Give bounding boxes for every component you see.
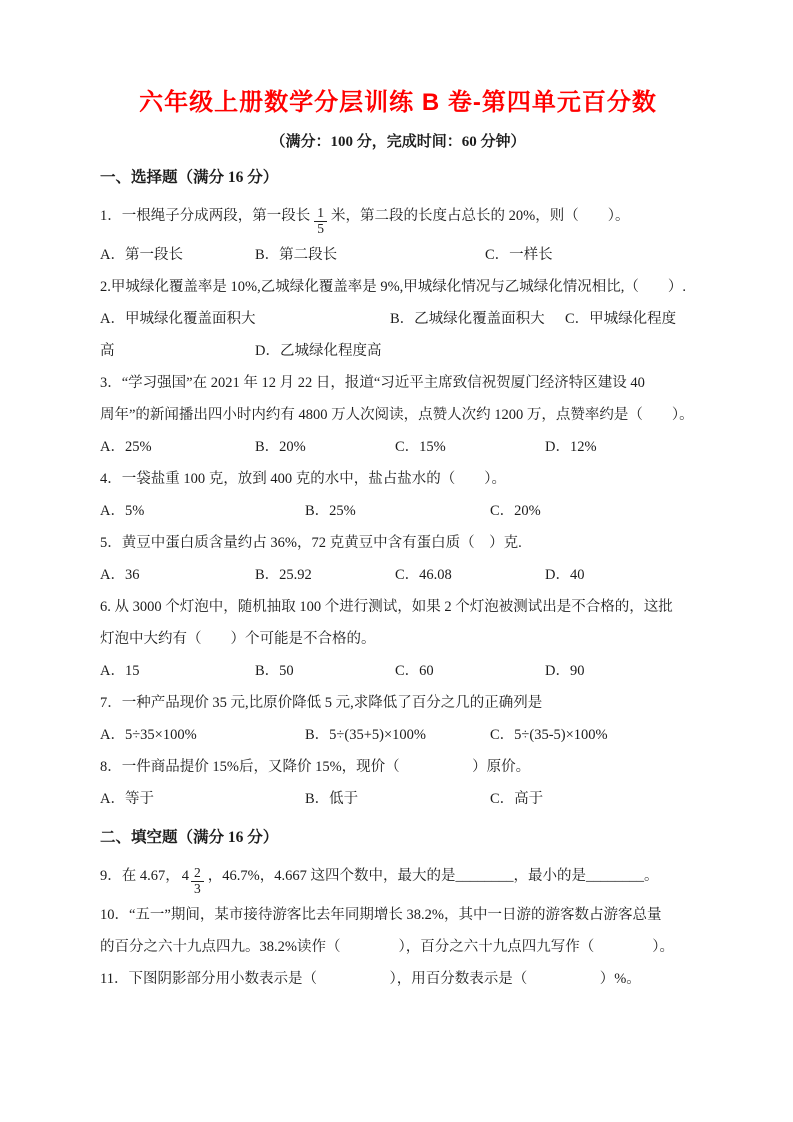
- question-10-line2: 的百分之六十九点四九。38.2%读作（ ），百分之六十九点四九写作（ ）。: [100, 939, 674, 955]
- q6-option-b: B．50: [255, 663, 294, 679]
- question-3-line1: 3．“学习强国”在 2021 年 12 月 22 日，报道“习近平主席致信祝贺厦门经济特区建设 40: [100, 375, 645, 391]
- question-9-text-post: ，46.7%，4.667 这四个数中，最大的是________，最小的是________。: [207, 868, 659, 884]
- question-4: 4．一袋盐重 100 克，放到 400 克的水中，盐占盐水的（ ）。: [100, 471, 506, 487]
- question-5: 5．黄豆中蛋白质含量约占 36%，72 克黄豆中含有蛋白质（ ）克.: [100, 535, 522, 551]
- fraction-two-thirds: $\frac{2}{3}$: [191, 866, 204, 897]
- q4-option-c: C．20%: [490, 503, 541, 519]
- question-7-options: [100, 719, 696, 751]
- q8-option-a: A．等于: [100, 791, 154, 807]
- q2-option-c: C．甲城绿化程度: [565, 311, 677, 327]
- q4-option-b: B．25%: [305, 503, 356, 519]
- q4-option-a: A．5%: [100, 503, 145, 519]
- question-1-text-pre: 1．一根绳子分成两段，第一段长: [100, 208, 311, 224]
- q5-option-d: D．40: [545, 567, 585, 583]
- q5-option-a: A．36: [100, 567, 140, 583]
- q2-option-d: D．乙城绿化程度高: [255, 343, 382, 359]
- q3-option-a: A．25%: [100, 439, 152, 455]
- fraction-one-fifth: $\frac{1}{5}$: [314, 206, 327, 237]
- q5-option-c: C．46.08: [395, 567, 452, 583]
- q1-option-b: B．第二段长: [255, 247, 338, 263]
- q6-option-d: D．90: [545, 663, 585, 679]
- q2-option-c-cont: 高: [100, 343, 115, 359]
- q2-option-a: A．甲城绿化覆盖面积大: [100, 311, 256, 327]
- question-2-options-line2: [100, 335, 696, 367]
- question-8-options: [100, 783, 696, 815]
- question-9-text-pre: 9．在 4.67，: [100, 868, 180, 884]
- mixed-number-whole: 4: [181, 868, 189, 884]
- question-1: [100, 193, 696, 239]
- question-2-options-line1: [100, 303, 696, 335]
- question-9: [100, 853, 696, 899]
- question-2: 2.甲城绿化覆盖率是 10%,乙城绿化覆盖率是 9%,甲城绿化情况与乙城绿化情况相比,（ ）.: [100, 279, 687, 295]
- question-7: 7．一种产品现价 35 元,比原价降低 5 元,求降低了百分之几的正确列是: [100, 695, 543, 711]
- question-11: 11．下图阴影部分用小数表示是（ ），用百分数表示是（ ）%。: [100, 971, 641, 987]
- question-3-options: [100, 431, 696, 463]
- question-1-options: [100, 239, 696, 271]
- question-8: 8．一件商品提价 15%后，又降价 15%，现价（ ）原价。: [100, 759, 531, 775]
- section-fill-blank-heading: 二、填空题（满分 16 分）: [100, 829, 279, 846]
- q3-option-d: D．12%: [545, 439, 597, 455]
- q1-option-c: C．一样长: [485, 247, 553, 263]
- page-subtitle: （满分：100 分，完成时间：60 分钟）: [270, 134, 526, 150]
- q3-option-c: C．15%: [395, 439, 446, 455]
- section-choice-heading: 一、选择题（满分 16 分）: [100, 169, 279, 186]
- q1-option-a: A．第一段长: [100, 247, 183, 263]
- q6-option-c: C．60: [395, 663, 434, 679]
- question-1-text-post: 米，第二段的长度占总长的 20%，则（ ）。: [331, 208, 630, 224]
- page-title: 六年级上册数学分层训练 B 卷-第四单元百分数: [139, 89, 657, 116]
- question-5-options: [100, 559, 696, 591]
- question-3-line2: 周年”的新闻播出四小时内约有 4800 万人次阅读，点赞人次约 1200 万，点赞率约是（ ）。: [100, 407, 694, 423]
- q3-option-b: B．20%: [255, 439, 306, 455]
- question-6-line2: 灯泡中大约有（ ）个可能是不合格的。: [100, 631, 376, 647]
- q6-option-a: A．15: [100, 663, 140, 679]
- q7-option-c: C．5÷(35-5)×100%: [490, 727, 608, 743]
- page-content: [100, 86, 696, 995]
- question-6-line1: 6. 从 3000 个灯泡中，随机抽取 100 个进行测试，如果 2 个灯泡被测试出是不合格的，这批: [100, 599, 673, 615]
- q2-option-b: B．乙城绿化覆盖面积大: [390, 311, 545, 327]
- q8-option-b: B．低于: [305, 791, 359, 807]
- question-10-line1: 10．“五一”期间，某市接待游客比去年同期增长 38.2%，其中一日游的游客数占游客总量: [100, 907, 662, 923]
- q7-option-a: A．5÷35×100%: [100, 727, 197, 743]
- q7-option-b: B．5÷(35+5)×100%: [305, 727, 426, 743]
- question-6-options: [100, 655, 696, 687]
- q8-option-c: C．高于: [490, 791, 544, 807]
- question-4-options: [100, 495, 696, 527]
- q5-option-b: B．25.92: [255, 567, 312, 583]
